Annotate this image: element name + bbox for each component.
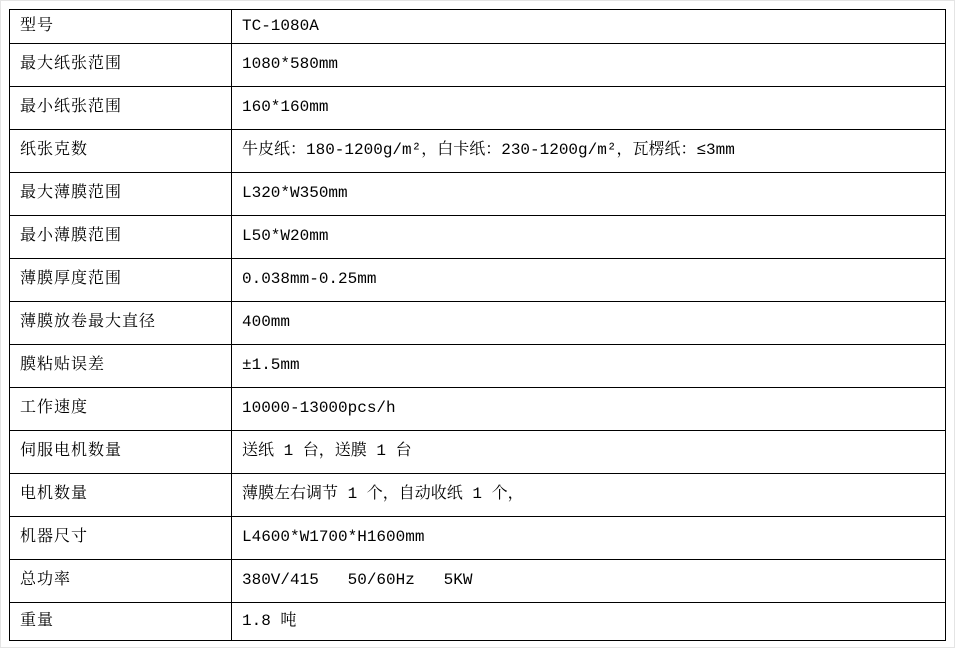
spec-value: 10000-13000pcs/h — [242, 399, 396, 418]
table-row — [10, 345, 945, 388]
table-row — [10, 388, 945, 431]
spec-label: 型号 — [10, 10, 232, 43]
table-row — [10, 474, 945, 517]
spec-value: L50*W20mm — [242, 227, 329, 246]
table-row — [10, 259, 945, 302]
spec-label: 电机数量 — [10, 474, 232, 516]
spec-value: L320*W350mm — [242, 184, 348, 203]
spec-value: ±1.5mm — [242, 356, 300, 375]
table-row — [10, 603, 945, 640]
spec-label: 薄膜放卷最大直径 — [10, 302, 232, 344]
table-row — [10, 10, 945, 44]
spec-label: 纸张克数 — [10, 130, 232, 172]
spec-label: 机器尺寸 — [10, 517, 232, 559]
table-row — [10, 560, 945, 603]
spec-value: 1.8 吨 — [242, 611, 297, 630]
spec-value: 1080*580mm — [242, 55, 339, 74]
spec-value: 牛皮纸：180-1200g/m²，白卡纸：230-1200g/m²，瓦楞纸：≤3mm — [242, 141, 735, 160]
table-row — [10, 44, 945, 87]
spec-value: 400mm — [242, 313, 291, 332]
spec-label: 最小纸张范围 — [10, 87, 232, 129]
table-row — [10, 517, 945, 560]
spec-value: TC-1080A — [242, 16, 319, 35]
table-row — [10, 173, 945, 216]
spec-table — [9, 9, 946, 641]
spec-label: 最大薄膜范围 — [10, 173, 232, 215]
spec-label: 伺服电机数量 — [10, 431, 232, 473]
spec-label: 重量 — [10, 603, 232, 640]
spec-value: 0.038mm-0.25mm — [242, 270, 377, 289]
table-row — [10, 130, 945, 173]
table-row — [10, 302, 945, 345]
spec-value: 380V/415 50/60Hz 5KW — [242, 571, 473, 590]
spec-label: 工作速度 — [10, 388, 232, 430]
spec-value: 160*160mm — [242, 98, 329, 117]
table-row — [10, 431, 945, 474]
spec-value: 薄膜左右调节 1 个，自动收纸 1 个， — [242, 485, 524, 504]
spec-value: 送纸 1 台，送膜 1 台 — [242, 442, 412, 461]
spec-label: 最大纸张范围 — [10, 44, 232, 86]
spec-label: 薄膜厚度范围 — [10, 259, 232, 301]
spec-value: L4600*W1700*H1600mm — [242, 528, 425, 547]
spec-label: 最小薄膜范围 — [10, 216, 232, 258]
spec-label: 膜粘贴误差 — [10, 345, 232, 387]
spec-label: 总功率 — [10, 560, 232, 602]
table-row — [10, 87, 945, 130]
table-row — [10, 216, 945, 259]
